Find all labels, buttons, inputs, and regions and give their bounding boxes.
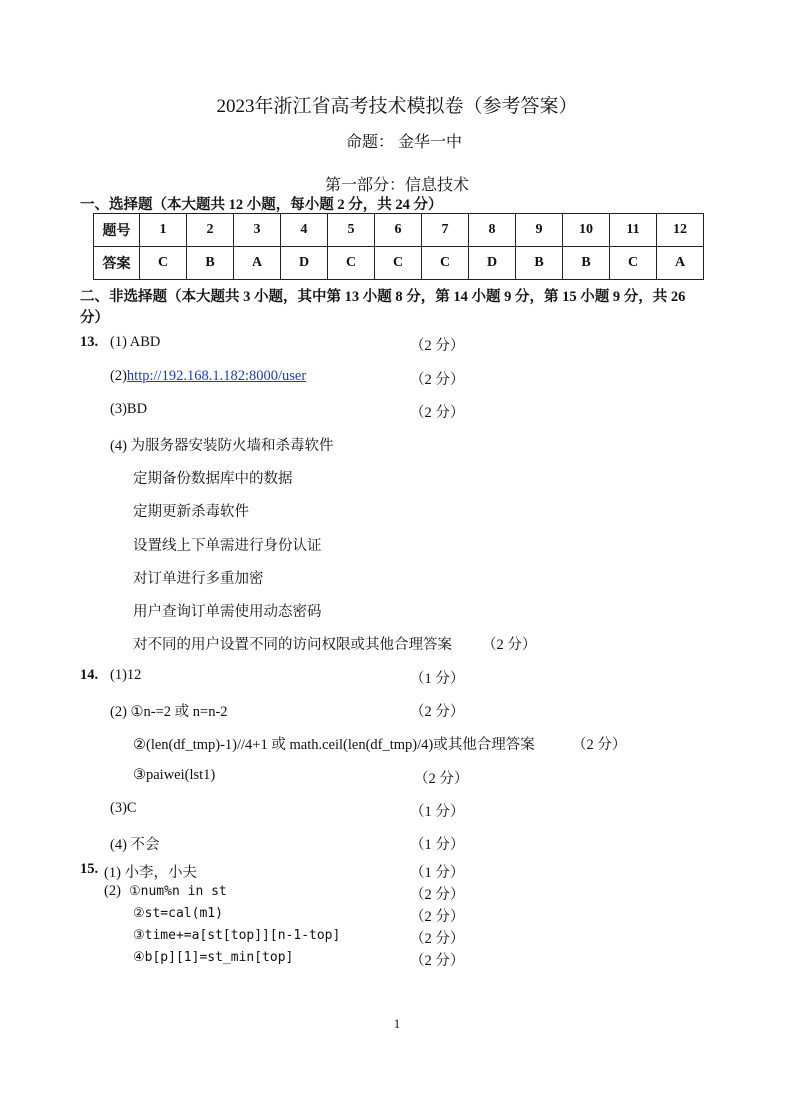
q13-answer-4-item: 对订单进行多重加密 <box>133 571 264 587</box>
q15-answer-2-4: ④b[p][1]=st_min[top] <box>133 950 294 965</box>
table-cell: A <box>657 247 704 280</box>
q14-points-3: （1 分） <box>410 804 465 820</box>
section1-heading: 一、选择题（本大题共 12 小题，每小题 2 分，共 24 分） <box>80 197 443 213</box>
table-cell: C <box>328 247 375 280</box>
q14-answer-1: (1)12 <box>110 667 142 683</box>
q15-answer-2-3: ③time+=a[st[top]][n-1-top] <box>133 928 341 943</box>
table-cell: C <box>422 247 469 280</box>
table-row-answers <box>94 247 704 280</box>
q15-answer-2-label: (2) <box>104 883 121 899</box>
table-cell: C <box>140 247 187 280</box>
answer-table <box>93 213 704 280</box>
q13-answer-2-prefix: (2) <box>110 368 127 384</box>
table-cell: 2 <box>187 214 234 247</box>
q13-points-1: （2 分） <box>410 338 465 354</box>
q13-answer-4-item: 定期备份数据库中的数据 <box>133 471 293 487</box>
page-number: 1 <box>393 1016 401 1031</box>
author-line: 命题： 金华一中 <box>346 134 463 151</box>
q15-points-2-2: （2 分） <box>410 909 465 925</box>
table-cell: C <box>610 247 657 280</box>
table-cell: 8 <box>469 214 516 247</box>
q13-answer-2 <box>110 368 306 385</box>
section2-heading-line1: 二、非选择题（本大题共 3 小题，其中第 13 小题 8 分，第 14 小题 9 分，第 15 小题 9 分，共 26 <box>80 289 686 305</box>
q14-answer-2-1: (2) ①n-=2 或 n=n-2 <box>110 704 228 720</box>
table-header-cell: 题号 <box>94 214 140 247</box>
table-cell: 9 <box>516 214 563 247</box>
table-cell: 12 <box>657 214 704 247</box>
table-cell: B <box>187 247 234 280</box>
q15-answer-2-1: ①num%n in st <box>129 884 227 899</box>
q14-points-2-2: （2 分） <box>572 737 627 753</box>
q14-answer-2-2: ②(len(df_tmp)-1)//4+1 或 math.ceil(len(df_tmp)/4)或其他合理答案 <box>133 737 535 753</box>
q15-number: 15. <box>80 861 99 877</box>
q14-number: 14. <box>80 667 99 683</box>
q13-answer-4-item: 定期更新杀毒软件 <box>133 504 249 520</box>
q13-answer-4-item-last: 对不同的用户设置不同的访问权限或其他合理答案 <box>133 637 452 653</box>
table-cell: C <box>375 247 422 280</box>
q15-points-2-4: （2 分） <box>410 953 465 969</box>
q15-answer-2-2: ②st=cal(m1) <box>133 906 223 921</box>
q15-points-2-1: （2 分） <box>410 887 465 903</box>
q14-answer-4: (4) 不会 <box>110 837 160 853</box>
q14-points-4: （1 分） <box>410 837 465 853</box>
table-cell: 7 <box>422 214 469 247</box>
table-cell: 10 <box>563 214 610 247</box>
table-cell: A <box>234 247 281 280</box>
q15-points-1: （1 分） <box>410 865 465 881</box>
table-cell: 6 <box>375 214 422 247</box>
q13-answer-4-item: 用户查询订单需使用动态密码 <box>133 604 322 620</box>
q13-points-2: （2 分） <box>410 372 465 388</box>
table-cell: B <box>516 247 563 280</box>
q14-answer-3: (3)C <box>110 800 137 816</box>
q13-answer-1: (1) ABD <box>110 334 161 350</box>
q13-answer-4-item: 设置线上下单需进行身份认证 <box>133 538 322 554</box>
q15-answer-1: (1) 小李，小夫 <box>104 865 198 881</box>
url-link[interactable]: http://192.168.1.182:8000/user <box>126 368 307 384</box>
table-cell: 11 <box>610 214 657 247</box>
q14-points-1: （1 分） <box>410 671 465 687</box>
q13-number: 13. <box>80 334 99 350</box>
table-row-questions <box>94 214 704 247</box>
q14-answer-2-3: ③paiwei(lst1) <box>133 767 216 783</box>
q13-points-4: （2 分） <box>482 637 537 653</box>
section2-heading-line2: 分） <box>80 310 109 326</box>
table-cell: D <box>469 247 516 280</box>
page-title: 2023年浙江省高考技术模拟卷（参考答案） <box>216 96 578 117</box>
q13-answer-3: (3)BD <box>110 401 148 417</box>
table-cell: 5 <box>328 214 375 247</box>
part-title: 第一部分：信息技术 <box>324 177 469 194</box>
q14-points-2-3: （2 分） <box>414 771 469 787</box>
q15-points-2-3: （2 分） <box>410 931 465 947</box>
table-cell: 3 <box>234 214 281 247</box>
table-cell: D <box>281 247 328 280</box>
table-cell: B <box>563 247 610 280</box>
q13-answer-4: (4) 为服务器安装防火墙和杀毒软件 <box>110 438 334 454</box>
q14-points-2-1: （2 分） <box>410 704 465 720</box>
q13-points-3: （2 分） <box>410 405 465 421</box>
table-cell: 1 <box>140 214 187 247</box>
table-cell: 4 <box>281 214 328 247</box>
table-header-cell: 答案 <box>94 247 140 280</box>
